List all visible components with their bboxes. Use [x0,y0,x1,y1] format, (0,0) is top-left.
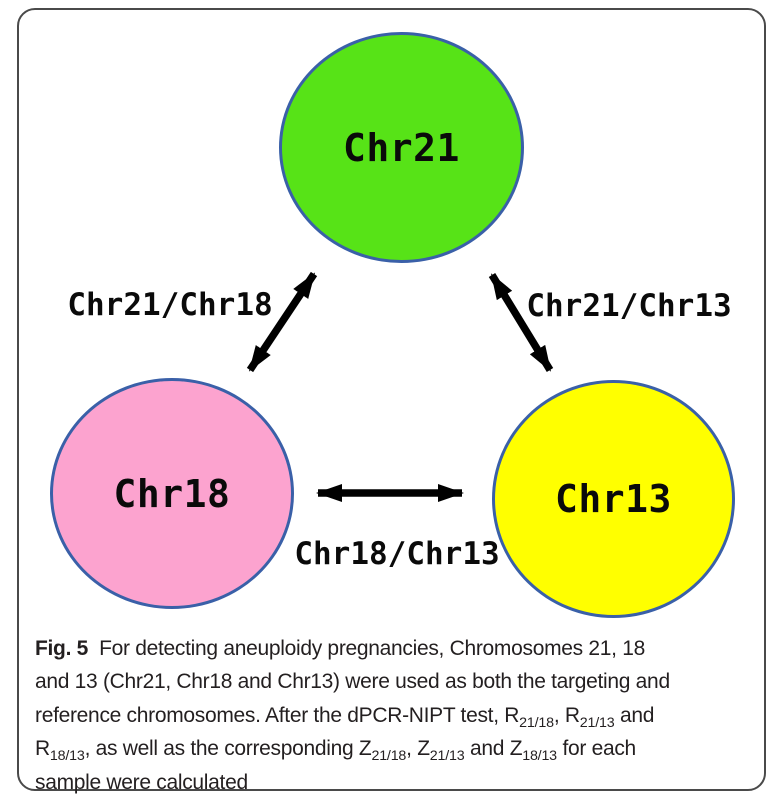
node-chr21-label: Chr21 [343,125,460,170]
caption-line: sample were calculated [35,770,248,794]
edge-label-chr18-chr13: Chr18/Chr13 [294,536,500,572]
caption-line: $R_{18/13}$, as well as the corresponding $Z_{21/18}$, $Z_{21/13}$ and $Z_{18/13}$ for each [35,737,636,765]
caption-line: reference chromosomes. After the dPCR-NIPT test, $R_{21/18}$, $R_{21/13}$ and [35,703,655,731]
node-chr13-label: Chr13 [555,477,672,521]
edge-label-chr21-chr18: Chr21/Chr18 [67,287,273,323]
caption-line: Fig. 5 For detecting aneuploidy pregnancies, Chromosomes 21, 18 [35,637,645,660]
node-chr18-label: Chr18 [113,471,231,516]
edge-label-chr21-chr13: Chr21/Chr13 [526,288,732,324]
figure-caption [35,632,751,799]
caption-line: and 13 (Chr21, Chr18 and Chr13) were used as both the targeting and [35,670,670,694]
